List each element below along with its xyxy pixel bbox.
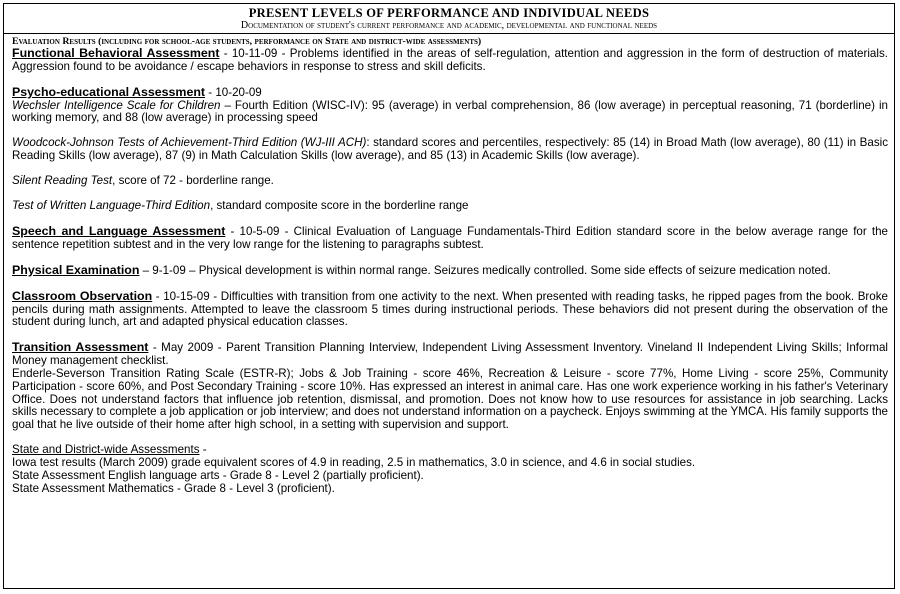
srt-result: [12, 175, 888, 188]
transition-text1: - May 2009 - Parent Transition Planning Interview, Independent Living Assessment Inventory. Vineland II Independent Living Skills; Informal Money management checklist.: [12, 341, 888, 368]
speech-text: - 10-5-09 - Clinical Evaluation of Language Fundamentals-Third Edition standard score in the below average range for the sentence repetition subtest and in the very low range for the listening to paragraphs subtest.: [12, 225, 888, 251]
wj-result: [12, 137, 888, 163]
classroom-text: - 10-15-09 - Difficulties with transition from one activity to the next. When presented with reading tasks, he ripped pages from the book. Broke pencils during math assignments. Attempted to leave the classroom 5 times during instructional periods. These behaviors did not present during the observation of the student during lunch, art and adapted physical education classes.: [12, 289, 888, 329]
physical-section: [12, 264, 888, 278]
speech-heading: Speech and Language Assessment: [12, 224, 226, 239]
document-header: [4, 4, 894, 34]
srt-text: , score of 72 - borderline range.: [112, 174, 274, 188]
wisc-text: – Fourth Edition (WISC-IV): 95 (average) in verbal comprehension, 86 (low average) in perceptual reasoning, 71 (borderline) in working memory, and 88 (low average) in processing speed: [12, 98, 888, 125]
towl-text: , standard composite score in the borderline range: [210, 199, 469, 213]
transition-section: [12, 341, 888, 368]
state-line-ela: State Assessment English language arts - Grade 8 - Level 2 (partially proficient).: [12, 468, 424, 482]
fba-text: - 10-11-09 - Problems identified in the areas of self-regulation, attention and aggression in the form of destruction of materials. Aggression found to be avoidance / escape behaviors in response to stress and skill deficits.: [12, 47, 888, 73]
wisc-result: [12, 100, 888, 126]
wisc-name: Wechsler Intelligence Scale for Children: [12, 98, 221, 112]
fba-section: [12, 47, 888, 74]
physical-text: – 9-1-09 – Physical development is within normal range. Seizures medically controlled. Some side effects of seizure medication noted.: [139, 263, 831, 277]
state-heading: State and District-wide Assessments: [12, 443, 200, 457]
state-line-iowa: Iowa test results (March 2009) grade equivalent scores of 4.9 in reading, 2.5 in mathematics, 3.0 in science, and 4.6 in social studies.: [12, 456, 696, 470]
psycho-date: - 10-20-09: [205, 85, 262, 99]
iep-document: [3, 3, 895, 589]
document-body: [4, 34, 894, 495]
srt-name: Silent Reading Test: [12, 174, 113, 188]
document-title: PRESENT LEVELS OF PERFORMANCE AND INDIVIDUAL NEEDS: [248, 6, 650, 20]
document-subtitle: Documentation of student's current performance and academic, developmental and functional needs: [240, 20, 658, 31]
transition-heading: Transition Assessment: [12, 340, 149, 355]
classroom-section: [12, 290, 888, 329]
fba-heading: Functional Behavioral Assessment: [12, 46, 220, 60]
state-line-math: State Assessment Mathematics - Grade 8 - Level 3 (proficient).: [12, 481, 335, 495]
psycho-section: [12, 86, 888, 100]
psycho-heading: Psycho-educational Assessment: [12, 84, 206, 99]
wj-name: Woodcock-Johnson Tests of Achievement-Third Edition (WJ-III ACH): [12, 136, 367, 150]
evaluation-results-heading: Evaluation Results (including for school-age students, performance on State and district-wide assessments): [12, 36, 482, 47]
towl-result: [12, 200, 888, 213]
wj-text: : standard scores and percentiles, respectively: 85 (14) in Broad Math (low average), 80 (11) in Basic Reading Skills (low average), 87 (9) in Math Calculation Skills (low average), and 85 (13) in Academic Skills (low average).: [12, 136, 888, 163]
speech-section: [12, 225, 888, 252]
state-heading-suffix: -: [199, 443, 207, 457]
classroom-heading: Classroom Observation: [12, 288, 153, 303]
physical-heading: Physical Examination: [12, 262, 140, 277]
towl-name: Test of Written Language-Third Edition: [12, 199, 211, 213]
transition-estr: Enderle-Severson Transition Rating Scale (ESTR-R); Jobs & Job Training - score 46%, Recreation & Leisure - score 77%, Home Living - score 25%, Community Participation - score 60%, and Post Secondary Training - score 10%. Has expressed an interest in animal care. Has one work experience working in his father's Veterinary Office. Does not understand factors that influence job retention, dismissal, and promotion. Does not know how to use resources for assistance in job searching. Lacks skills necessary to complete a job application or job interview; and does not understand information on a paycheck. Enjoys swimming at the YMCA. His family supports the goal that he live outside of their home after high school, in a setting with supervision and support.: [12, 367, 888, 432]
